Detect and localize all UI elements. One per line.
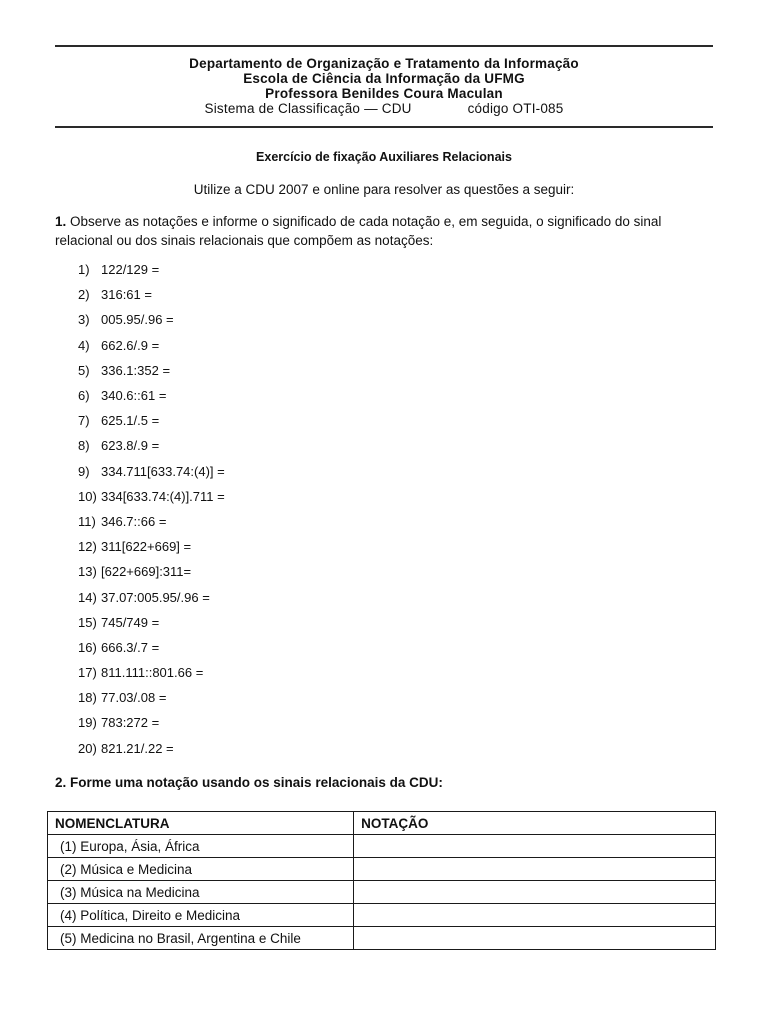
list-item-number: 18) [78, 690, 97, 706]
list-item-number: 2) [78, 287, 90, 303]
header-school: Escola de Ciência da Informação da UFMG [243, 71, 525, 86]
header-system-line [0, 101, 768, 116]
table-cell-notacao[interactable] [354, 904, 716, 927]
list-item-number: 11) [78, 513, 96, 529]
notation-table [47, 811, 716, 950]
list-item [78, 408, 225, 433]
table-cell-nomenclatura: (5) Medicina no Brasil, Argentina e Chile [48, 927, 354, 950]
table-cell-nomenclatura: (4) Política, Direito e Medicina [48, 904, 354, 927]
table-cell-notacao[interactable] [354, 881, 716, 904]
list-item-text: 005.95/.96 = [101, 312, 174, 328]
list-item-text: 811.111::801.66 = [101, 665, 204, 681]
list-item [78, 660, 225, 685]
list-item [78, 584, 225, 609]
list-item-number: 14) [78, 589, 97, 605]
column-header-nomenclatura: NOMENCLATURA [48, 812, 354, 835]
list-item-text: 316:61 = [101, 287, 152, 303]
list-item [78, 383, 225, 408]
table-cell-nomenclatura: (2) Música e Medicina [48, 858, 354, 881]
list-item-text: 346.7::66 = [101, 513, 167, 529]
table-row [48, 881, 716, 904]
list-item [78, 736, 225, 761]
list-item-number: 9) [78, 463, 90, 479]
list-item-number: 5) [78, 362, 90, 378]
header-system: Sistema de Classificação — CDU [204, 101, 412, 116]
list-item-text: 334.711[633.74:(4)] = [101, 463, 225, 479]
table-row [48, 835, 716, 858]
list-item [78, 509, 225, 534]
list-item [78, 710, 225, 735]
table-row [48, 858, 716, 881]
list-item [78, 257, 225, 282]
list-item-text: 336.1:352 = [101, 362, 171, 378]
list-item-number: 10) [78, 488, 97, 504]
header-professor: Professora Benildes Coura Maculan [265, 86, 503, 101]
list-item-number: 6) [78, 388, 90, 404]
exercise-subtitle: Utilize a CDU 2007 e online para resolver as questões a seguir: [193, 182, 575, 197]
list-item-number: 8) [78, 438, 90, 454]
list-item [78, 358, 225, 383]
question-1-text: Observe as notações e informe o significado de cada notação e, em seguida, o significado do sinal relacional ou dos sinais relacionais que compõem as notações: [55, 214, 662, 248]
list-item-number: 19) [78, 715, 97, 731]
list-item-text: 311[622+669] = [101, 539, 192, 555]
list-item-text: 340.6::61 = [101, 388, 167, 404]
list-item-number: 3) [78, 312, 90, 328]
list-item-text: 334[633.74:(4)].711 = [101, 488, 225, 504]
list-item-text: 666.3/.7 = [101, 639, 160, 655]
question-1 [55, 212, 715, 250]
table-row [48, 927, 716, 950]
table-cell-notacao[interactable] [354, 835, 716, 858]
question-2: 2. Forme uma notação usando os sinais relacionais da CDU: [55, 775, 443, 790]
header-department: Departamento de Organização e Tratamento da Informação [189, 56, 579, 71]
list-item-text: 745/749 = [101, 614, 160, 630]
list-item [78, 307, 225, 332]
list-item-text: 625.1/.5 = [101, 413, 160, 429]
list-item-number: 17) [78, 665, 97, 681]
list-item [78, 610, 225, 635]
table-cell-notacao[interactable] [354, 858, 716, 881]
list-item-number: 20) [78, 740, 97, 756]
list-item-text: 77.03/.08 = [101, 690, 167, 706]
list-item-number: 1) [78, 262, 90, 278]
list-item-number: 15) [78, 614, 97, 630]
table-row [48, 904, 716, 927]
list-item [78, 635, 225, 660]
table-cell-nomenclatura: (1) Europa, Ásia, África [48, 835, 354, 858]
list-item [78, 333, 225, 358]
list-item-text: 662.6/.9 = [101, 337, 160, 353]
list-item [78, 433, 225, 458]
list-item [78, 459, 225, 484]
exercise-title: Exercício de fixação Auxiliares Relacionais [256, 150, 512, 164]
list-item-number: 12) [78, 539, 97, 555]
list-item-text: 37.07:005.95/.96 = [101, 589, 210, 605]
list-item [78, 559, 225, 584]
list-item-number: 13) [78, 564, 97, 580]
list-item-text: [622+669]:311= [101, 564, 192, 580]
list-item-number: 16) [78, 639, 97, 655]
top-rule [55, 45, 713, 47]
list-item [78, 534, 225, 559]
question-1-number: 1. [55, 214, 67, 229]
list-item-text: 122/129 = [101, 262, 160, 278]
header-bottom-rule [55, 126, 713, 128]
table-cell-nomenclatura: (3) Música na Medicina [48, 881, 354, 904]
list-item-text: 821.21/.22 = [101, 740, 174, 756]
column-header-notacao: NOTAÇÃO [354, 812, 716, 835]
list-item [78, 484, 225, 509]
list-item-number: 4) [78, 337, 90, 353]
list-item-text: 623.8/.9 = [101, 438, 160, 454]
table-cell-notacao[interactable] [354, 927, 716, 950]
table-header-row [48, 812, 716, 835]
notation-list [78, 257, 225, 761]
document-header [0, 56, 768, 116]
header-code: código OTI-085 [467, 101, 564, 116]
list-item-number: 7) [78, 413, 90, 429]
list-item [78, 685, 225, 710]
list-item-text: 783:272 = [101, 715, 160, 731]
list-item [78, 282, 225, 307]
